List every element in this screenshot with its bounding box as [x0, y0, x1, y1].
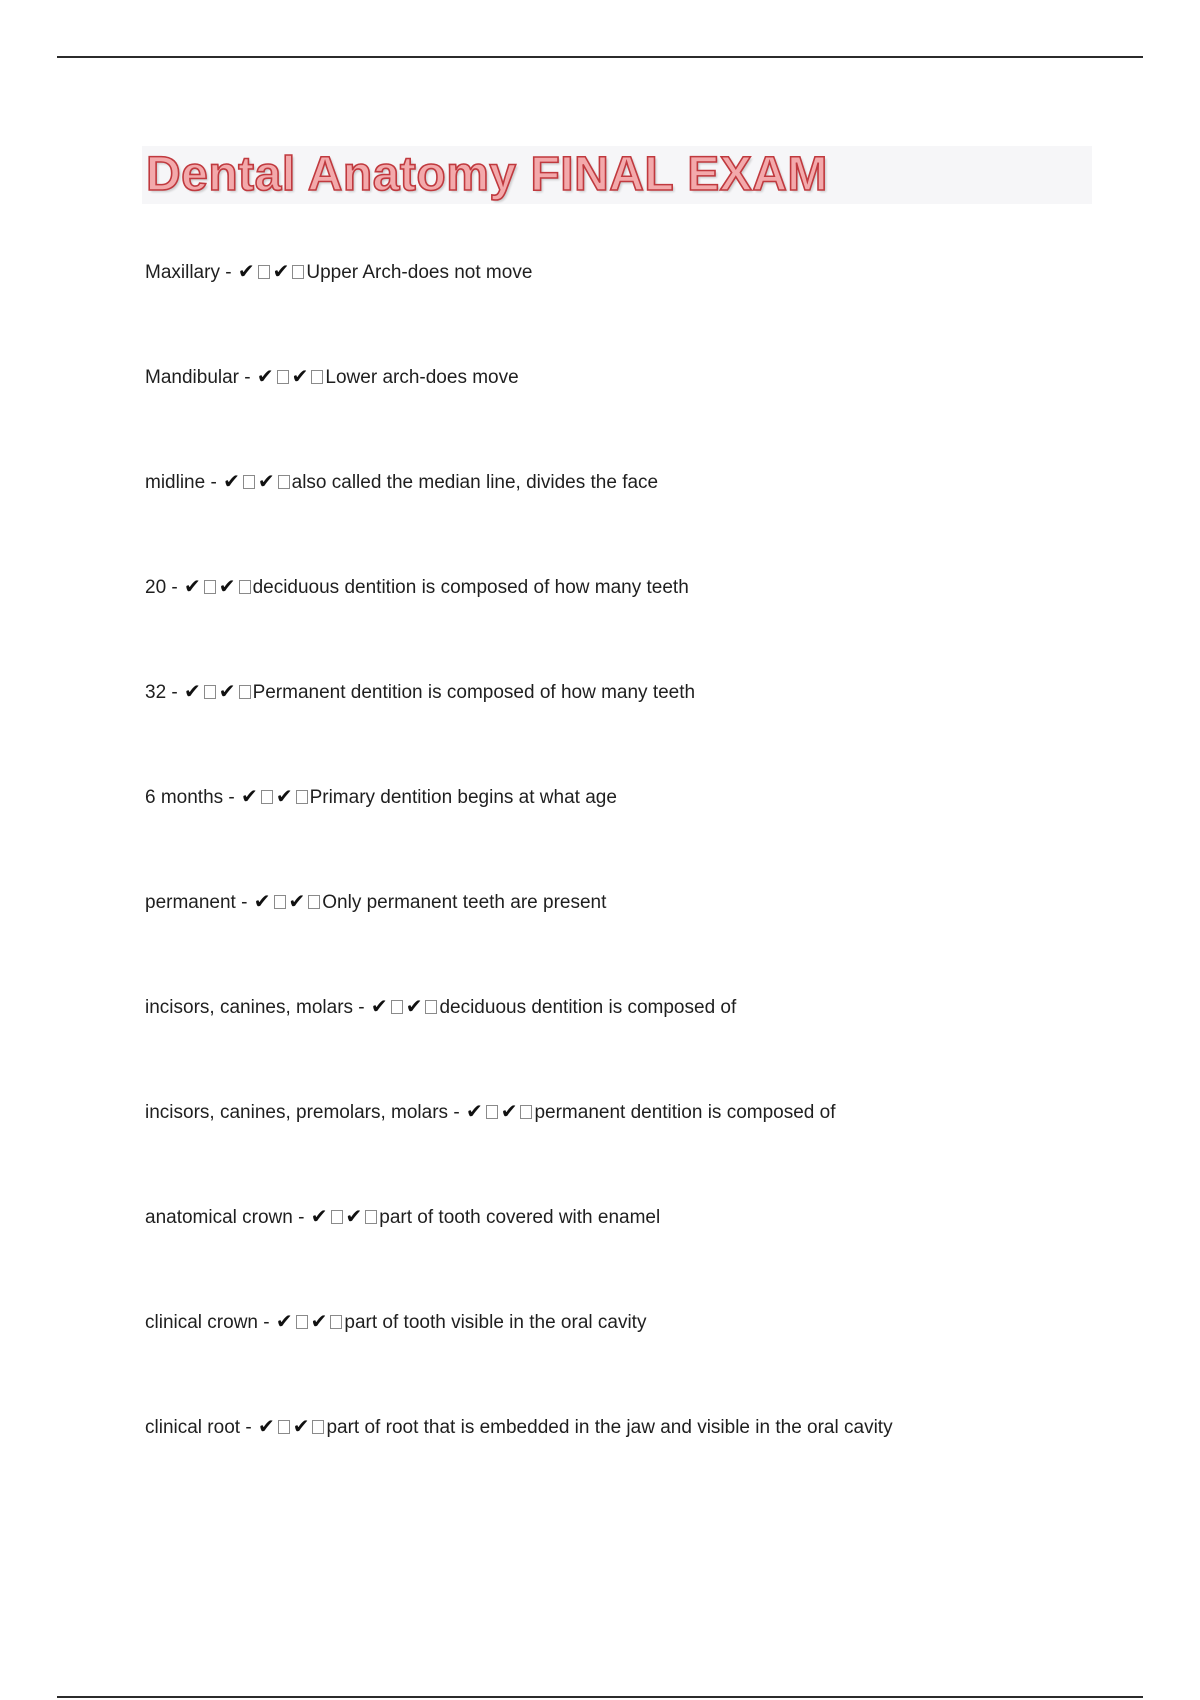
check-icon: ✔	[291, 364, 309, 388]
entry-term: incisors, canines, premolars, molars	[145, 1102, 449, 1123]
check-icon: ✔	[256, 364, 274, 388]
entry-definition: deciduous dentition is composed of	[439, 997, 737, 1018]
missing-glyph-box-icon	[365, 1210, 377, 1224]
missing-glyph-box-icon	[331, 1210, 343, 1224]
missing-glyph-box-icon	[330, 1315, 342, 1329]
qa-entry	[145, 994, 736, 1020]
missing-glyph-box-icon	[274, 895, 286, 909]
entry-term: permanent	[145, 892, 236, 913]
check-icon: ✔	[184, 574, 201, 598]
missing-glyph-box-icon	[243, 475, 255, 489]
footer-rule	[57, 1696, 1143, 1698]
missing-glyph-box-icon	[486, 1105, 498, 1119]
missing-glyph-box-icon	[261, 790, 273, 804]
entry-separator: -	[166, 577, 184, 598]
check-icon: ✔	[292, 1414, 310, 1438]
entry-term: incisors, canines, molars	[145, 997, 354, 1018]
missing-glyph-box-icon	[277, 370, 289, 384]
missing-glyph-box-icon	[311, 370, 323, 384]
check-icon: ✔	[223, 469, 240, 493]
entry-separator: -	[235, 892, 253, 913]
entry-definition: Primary dentition begins at what age	[309, 787, 617, 808]
qa-entry	[145, 784, 617, 810]
entry-separator: -	[223, 787, 241, 808]
entry-definition: permanent dentition is composed of	[534, 1102, 836, 1123]
missing-glyph-box-icon	[239, 580, 251, 594]
entry-separator: -	[292, 1207, 310, 1228]
entry-separator: -	[353, 997, 370, 1018]
check-icon: ✔	[257, 1414, 275, 1438]
entry-definition: part of root that is embedded in the jaw and visible in the oral cavity	[326, 1417, 893, 1438]
missing-glyph-box-icon	[520, 1105, 532, 1119]
qa-entry	[145, 469, 658, 495]
qa-entry	[145, 1099, 835, 1125]
entry-separator: -	[205, 472, 223, 493]
qa-entry	[145, 1204, 660, 1230]
check-icon: ✔	[465, 1099, 483, 1123]
missing-glyph-box-icon	[391, 1000, 403, 1014]
check-icon: ✔	[275, 784, 293, 808]
entry-term: clinical crown	[145, 1312, 258, 1333]
missing-glyph-box-icon	[278, 1420, 290, 1434]
missing-glyph-box-icon	[204, 685, 216, 699]
missing-glyph-box-icon	[278, 475, 290, 489]
document-title: Dental Anatomy FINAL EXAM	[146, 148, 828, 201]
entry-separator: -	[257, 1312, 275, 1333]
entry-separator: -	[219, 262, 237, 283]
entry-definition: Lower arch-does move	[325, 367, 519, 388]
missing-glyph-box-icon	[239, 685, 251, 699]
entry-term: Mandibular	[145, 367, 239, 388]
check-icon: ✔	[184, 679, 201, 703]
entry-term: anatomical crown	[145, 1207, 293, 1228]
check-icon: ✔	[345, 1204, 363, 1228]
qa-entry	[145, 1309, 646, 1335]
entry-definition: part of tooth visible in the oral cavity	[344, 1312, 647, 1333]
entry-term: 32	[145, 682, 167, 703]
qa-entry	[145, 364, 519, 390]
entry-separator: -	[448, 1102, 465, 1123]
check-icon: ✔	[237, 259, 255, 283]
check-icon: ✔	[370, 994, 388, 1018]
check-icon: ✔	[253, 889, 271, 913]
entry-definition: Permanent dentition is composed of how many teeth	[252, 682, 696, 703]
qa-entry	[145, 574, 689, 600]
check-icon: ✔	[257, 469, 275, 493]
missing-glyph-box-icon	[292, 265, 304, 279]
missing-glyph-box-icon	[258, 265, 270, 279]
missing-glyph-box-icon	[296, 1315, 308, 1329]
check-icon: ✔	[310, 1309, 328, 1333]
check-icon: ✔	[218, 679, 236, 703]
entry-definition: also called the median line, divides the face	[291, 472, 659, 493]
entry-definition: Only permanent teeth are present	[322, 892, 607, 913]
entry-term: 20	[145, 577, 167, 598]
check-icon: ✔	[275, 1309, 293, 1333]
entry-definition: deciduous dentition is composed of how many teeth	[252, 577, 689, 598]
entry-term: clinical root	[145, 1417, 241, 1438]
check-icon: ✔	[500, 1099, 518, 1123]
missing-glyph-box-icon	[312, 1420, 324, 1434]
entry-definition: part of tooth covered with enamel	[379, 1207, 661, 1228]
entry-separator: -	[240, 1417, 257, 1438]
check-icon: ✔	[288, 889, 306, 913]
check-icon: ✔	[241, 784, 258, 808]
entry-separator: -	[166, 682, 184, 703]
qa-entry	[145, 889, 606, 915]
entry-term: Maxillary	[145, 262, 220, 283]
qa-entry	[145, 1414, 893, 1440]
missing-glyph-box-icon	[204, 580, 216, 594]
check-icon: ✔	[218, 574, 236, 598]
qa-entry	[145, 259, 532, 285]
check-icon: ✔	[405, 994, 423, 1018]
missing-glyph-box-icon	[425, 1000, 437, 1014]
missing-glyph-box-icon	[308, 895, 320, 909]
check-icon: ✔	[272, 259, 290, 283]
check-icon: ✔	[310, 1204, 328, 1228]
qa-entry	[145, 679, 695, 705]
entry-term: 6 months	[145, 787, 224, 808]
header-rule	[57, 56, 1143, 58]
entry-definition: Upper Arch-does not move	[306, 262, 533, 283]
entry-separator: -	[239, 367, 256, 388]
missing-glyph-box-icon	[296, 790, 308, 804]
entry-term: midline	[145, 472, 206, 493]
